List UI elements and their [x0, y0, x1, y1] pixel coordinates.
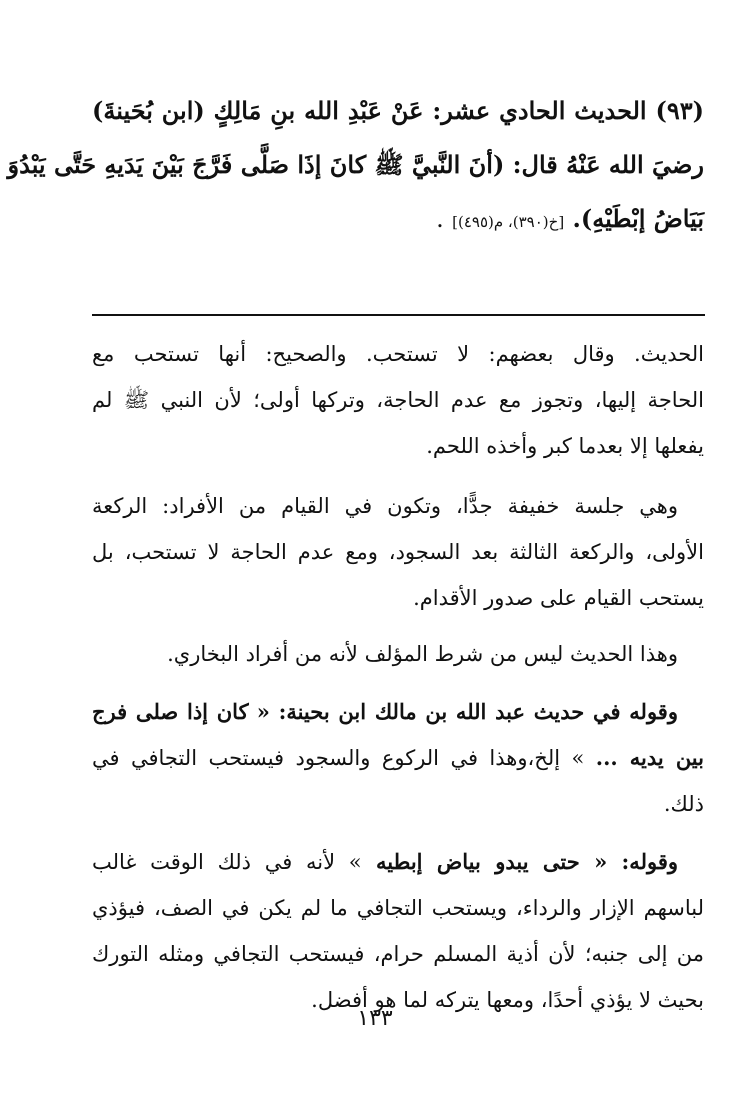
commentary-block — [92, 331, 704, 1023]
hadith-reference: [خ(٣٩٠)، م(٤٩٥)] — [452, 213, 565, 231]
hadith-end-mark: . — [436, 205, 444, 233]
paragraph-line — [92, 689, 704, 735]
hadith-line-3-text: بَيَاضُ إبْطَيْهِ). — [572, 204, 704, 233]
quoted-text: حتى يبدو بياض إبطيه — [361, 849, 595, 874]
page-number: ١٣٣ — [357, 1006, 393, 1031]
commentary-paragraph-4 — [92, 689, 704, 827]
paragraph-line: الحديث. وقال بعضهم: لا تستحب. والصحيح: أنها تستحب مع — [92, 342, 704, 366]
quoted-text: كان إذا صلى فرج — [92, 699, 249, 724]
commentary-paragraph-2 — [92, 483, 704, 621]
commentary-paragraph-5 — [92, 839, 704, 1023]
paragraph-line: يستحب القيام على صدور الأقدام. — [413, 586, 704, 610]
paragraph-line: وهذا الحديث ليس من شرط المؤلف لأنه من أفراد البخاري. — [167, 642, 678, 666]
hadith-block — [7, 84, 704, 246]
paragraph-line: وهي جلسة خفيفة جدًّا، وتكون في القيام من الأفراد: الركعة — [92, 494, 678, 518]
paragraph-line: من إلى جنبه؛ لأن أذية المسلم حرام، فيستحب التجافي ومثله التورك — [92, 942, 704, 966]
commentary-paragraph-1 — [92, 331, 704, 469]
paragraph-line — [92, 735, 704, 781]
paragraph-line: يفعلها إلا بعدما كبر وأخذه اللحم. — [426, 434, 704, 458]
quote-intro: وقوله: « — [594, 849, 678, 874]
paragraph-line: ذلك. — [663, 792, 704, 816]
quoted-text-continued: بين يديه ... — [595, 745, 704, 770]
hadith-line-3 — [92, 192, 704, 246]
commentary-paragraph-3 — [92, 631, 704, 677]
section-divider — [92, 314, 705, 316]
paragraph-line: الأولى، والركعة الثالثة بعد السجود، ومع عدم الحاجة لا تستحب، بل — [92, 540, 704, 564]
paragraph-line: الحاجة إليها، وتجوز مع عدم الحاجة، وتركها أولى؛ لأن النبي ﷺ لم — [92, 388, 704, 412]
paragraph-line — [92, 839, 704, 885]
hadith-line-2: رضيَ الله عَنْهُ قال: (أنَ النَّبيَّ ﷺ كانَ إذَا صَلَّى فَرَّجَ بَيْنَ يَدَيهِ حَتَّى يَبْدُوَ — [7, 150, 704, 179]
paragraph-line: بحيث لا يؤذي أحدًا، ومعها يتركه لما هو أفضل. — [311, 988, 704, 1012]
paragraph-text: » إلخ،وهذا في الركوع والسجود فيستحب التجافي في — [92, 746, 596, 770]
quote-intro: وقوله في حديث عبد الله بن مالك ابن بحينة: « — [256, 699, 678, 724]
paragraph-text: » لأنه في ذلك الوقت غالب — [92, 850, 362, 874]
hadith-line-1: (٩٣) الحديث الحادي عشر: عَنْ عَبْدِ الله بنِ مَالِكٍ (ابن بُحَينةَ) — [92, 96, 704, 125]
paragraph-line: لباسهم الإزار والرداء، ويستحب التجافي ما لم يكن في الصف، فيؤذي — [92, 896, 704, 920]
